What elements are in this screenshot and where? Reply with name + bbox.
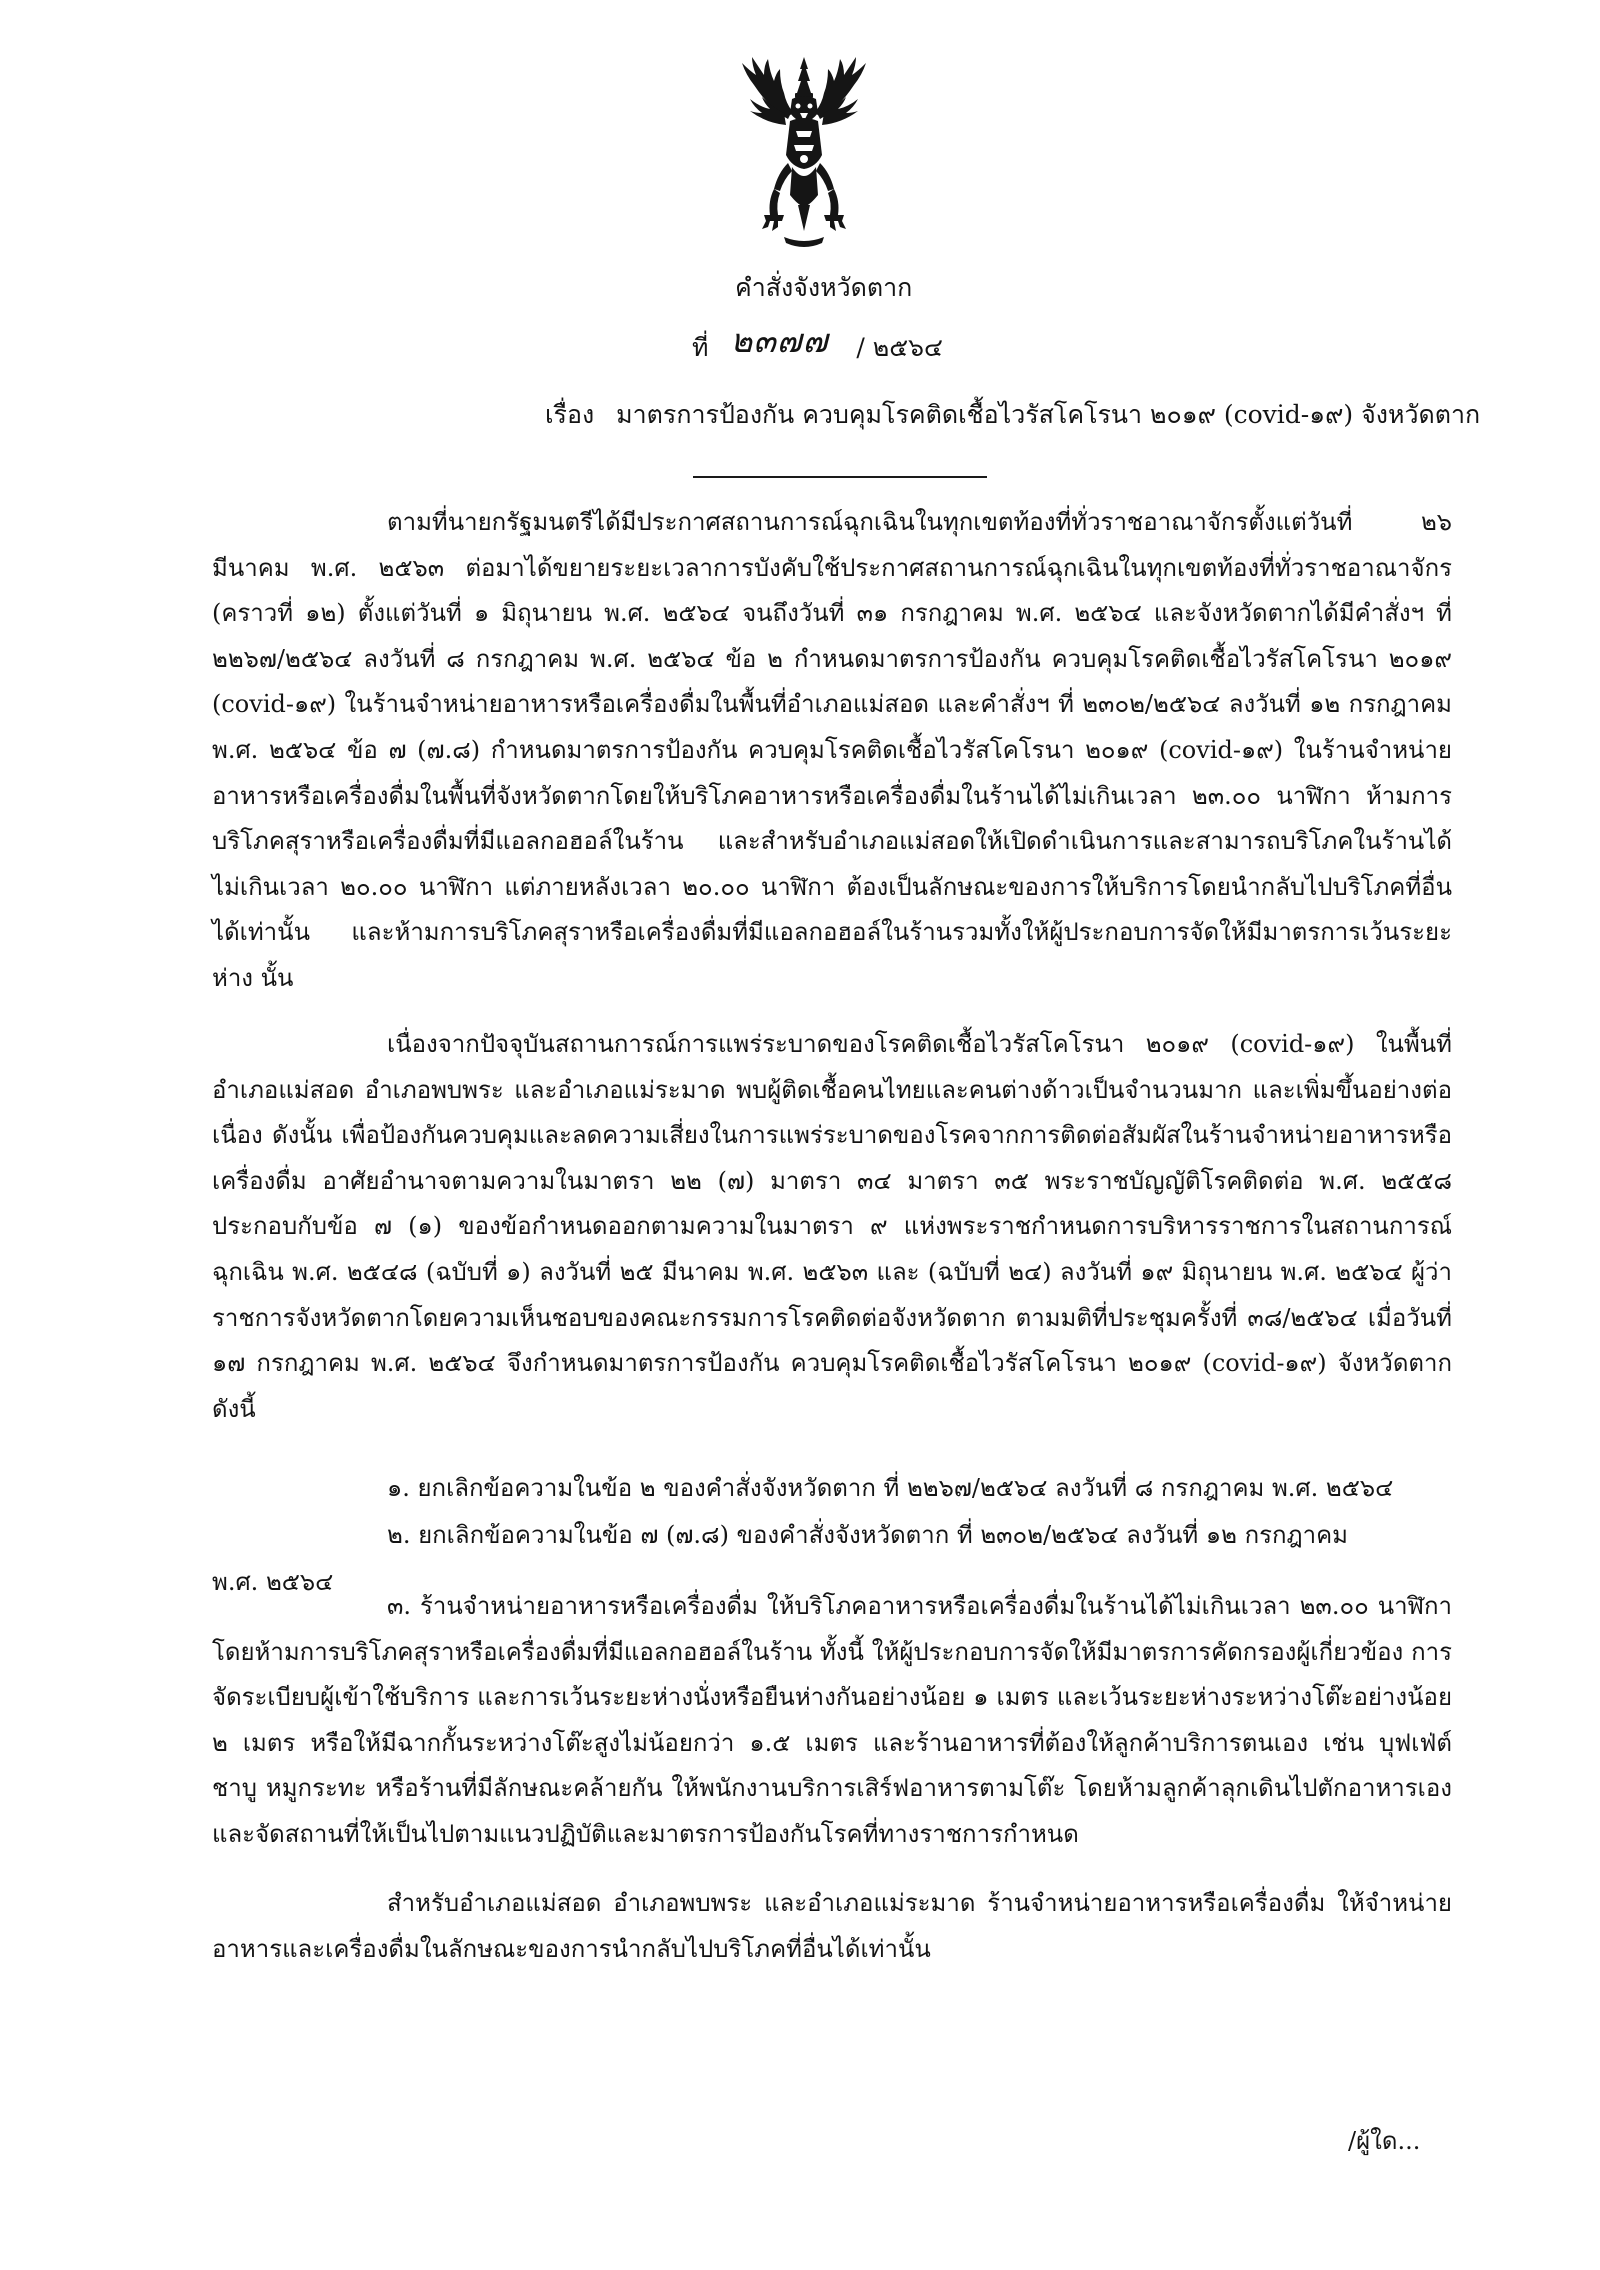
list-item: ๒. ยกเลิกข้อความในข้อ ๗ (๗.๘) ของคำสั่งจังหวัดตาก ที่ ๒๓๐๒/๒๕๖๔ ลงวันที่ ๑๒ กรกฎาคม — [387, 1521, 1348, 1549]
page-continuation-mark: /ผู้ใด... — [1348, 2127, 1421, 2155]
paragraph-closing: สำหรับอำเภอแม่สอด อำเภอพบพระ และอำเภอแม่ระมาด ร้านจำหน่ายอาหารหรือเครื่องดื่ม ให้จำหน่ายอาหารและเครื่องดื่มในลักษณะของการนำกลับไปบริโภคที่อื่นได้เท่านั้น — [212, 1889, 1452, 1963]
order-number-handwritten: ๒๓๗๗ — [730, 321, 829, 360]
subject-text: มาตรการป้องกัน ควบคุมโรคติดเชื้อไวรัสโคโรนา ๒๐๑๙ (covid-๑๙) จังหวัดตาก — [616, 400, 1481, 429]
order-title: คำสั่งจังหวัดตาก — [735, 273, 913, 302]
order-number — [692, 321, 943, 362]
order-number-year: / ๒๕๖๔ — [856, 333, 943, 362]
paragraph-item-3: ๓. ร้านจำหน่ายอาหารหรือเครื่องดื่ม ให้บริโภคอาหารหรือเครื่องดื่มในร้านได้ไม่เกินเวลา ๒๓.๐๐ นาฬิกา โดยห้ามการบริโภคสุราหรือเครื่องดื่มที่มีแอลกอฮอล์ในร้าน ทั้งนี้ ให้ผู้ประกอบการจัดให้มีมาตรการคัดกรองผู้เกี่ยวข้อง การจัดระเบียบผู้เข้าใช้บริการ และการเว้นระยะห่างนั่งหรือยืนห่างกันอย่างน้อย ๑ เมตร และเว้นระยะห่างระหว่างโต๊ะอย่างน้อย ๒ เมตร หรือให้มีฉากกั้นระหว่างโต๊ะสูงไม่น้อยกว่า ๑.๕ เมตร และร้านอาหารที่ต้องให้ลูกค้าบริการตนเอง เช่น บุฟเฟ่ต์ ชาบู หมูกระทะ หรือร้านที่มีลักษณะคล้ายกัน ให้พนักงานบริการเสิร์ฟอาหารตามโต๊ะ โดยห้ามลูกค้าลุกเดินไปตักอาหารเอง และจัดสถานที่ให้เป็นไปตามแนวปฏิบัติและมาตรการป้องกันโรคที่ทางราชการกำหนด — [212, 1592, 1452, 1848]
paragraph-background: ตามที่นายกรัฐมนตรีได้มีประกาศสถานการณ์ฉุกเฉินในทุกเขตท้องที่ทั่วราชอาณาจักรตั้งแต่วันที่ ๒๖ มีนาคม พ.ศ. ๒๕๖๓ ต่อมาได้ขยายระยะเวลาการบังคับใช้ประกาศสถานการณ์ฉุกเฉินในทุกเขตท้องที่ทั่วราชอาณาจักร (คราวที่ ๑๒) ตั้งแต่วันที่ ๑ มิถุนายน พ.ศ. ๒๕๖๔ จนถึงวันที่ ๓๑ กรกฎาคม พ.ศ. ๒๕๖๔ และจังหวัดตากได้มีคำสั่งฯ ที่ ๒๒๖๗/๒๕๖๔ ลงวันที่ ๘ กรกฎาคม พ.ศ. ๒๕๖๔ ข้อ ๒ กำหนดมาตรการป้องกัน ควบคุมโรคติดเชื้อไวรัสโคโรนา ๒๐๑๙ (covid-๑๙) ในร้านจำหน่ายอาหารหรือเครื่องดื่มในพื้นที่อำเภอแม่สอด และคำสั่งฯ ที่ ๒๓๐๒/๒๕๖๔ ลงวันที่ ๑๒ กรกฎาคม พ.ศ. ๒๕๖๔ ข้อ ๗ (๗.๘) กำหนดมาตรการป้องกัน ควบคุมโรคติดเชื้อไวรัสโคโรนา ๒๐๑๙ (covid-๑๙) ในร้านจำหน่ายอาหารหรือเครื่องดื่มในพื้นที่จังหวัดตากโดยให้บริโภคอาหารหรือเครื่องดื่มในร้านได้ไม่เกินเวลา ๒๓.๐๐ นาฬิกา ห้ามการบริโภคสุราหรือเครื่องดื่มที่มีแอลกอฮอล์ในร้าน และสำหรับอำเภอแม่สอดให้เปิดดำเนินการและสามารถบริโภคในร้านได้ไม่เกินเวลา ๒๐.๐๐ นาฬิกา แต่ภายหลังเวลา ๒๐.๐๐ นาฬิกา ต้องเป็นลักษณะของการให้บริการโดยนำกลับไปบริโภคที่อื่นได้เท่านั้น และห้ามการบริโภคสุราหรือเครื่องดื่มที่มีแอลกอฮอล์ในร้านรวมทั้งให้ผู้ประกอบการจัดให้มีมาตรการเว้นระยะห่าง นั้น — [212, 508, 1452, 992]
order-number-prefix: ที่ — [692, 333, 709, 362]
subject-line — [545, 402, 1480, 427]
paragraph-reason: เนื่องจากปัจจุบันสถานการณ์การแพร่ระบาดของโรคติดเชื้อไวรัสโคโรนา ๒๐๑๙ (covid-๑๙) ในพื้นที่อำเภอแม่สอด อำเภอพบพระ และอำเภอแม่ระมาด พบผู้ติดเชื้อคนไทยและคนต่างด้าวเป็นจำนวนมาก และเพิ่มขึ้นอย่างต่อเนื่อง ดังนั้น เพื่อป้องกันควบคุมและลดความเสี่ยงในการแพร่ระบาดของโรคจากการติดต่อสัมผัสในร้านจำหน่ายอาหารหรือเครื่องดื่ม อาศัยอำนาจตามความในมาตรา ๒๒ (๗) มาตรา ๓๔ มาตรา ๓๕ พระราชบัญญัติโรคติดต่อ พ.ศ. ๒๕๕๘ ประกอบกับข้อ ๗ (๑) ของข้อกำหนดออกตามความในมาตรา ๙ แห่งพระราชกำหนดการบริหารราชการในสถานการณ์ฉุกเฉิน พ.ศ. ๒๕๔๘ (ฉบับที่ ๑) ลงวันที่ ๒๕ มีนาคม พ.ศ. ๒๕๖๓ และ (ฉบับที่ ๒๔) ลงวันที่ ๑๙ มิถุนายน พ.ศ. ๒๕๖๔ ผู้ว่าราชการจังหวัดตากโดยความเห็นชอบของคณะกรรมการโรคติดต่อจังหวัดตาก ตามมติที่ประชุมครั้งที่ ๓๘/๒๕๖๔ เมื่อวันที่ ๑๗ กรกฎาคม พ.ศ. ๒๕๖๔ จึงกำหนดมาตรการป้องกัน ควบคุมโรคติดเชื้อไวรัสโคโรนา ๒๐๑๙ (covid-๑๙) จังหวัดตาก ดังนี้ — [212, 1030, 1452, 1423]
subject-label: เรื่อง — [545, 400, 595, 429]
header-divider — [693, 476, 987, 478]
list-item-continuation: พ.ศ. ๒๕๖๔ — [212, 1568, 334, 1596]
garuda-emblem-icon — [740, 55, 868, 255]
list-item: ๑. ยกเลิกข้อความในข้อ ๒ ของคำสั่งจังหวัดตาก ที่ ๒๒๖๗/๒๕๖๔ ลงวันที่ ๘ กรกฎาคม พ.ศ. ๒๕๖๔ — [387, 1474, 1394, 1502]
